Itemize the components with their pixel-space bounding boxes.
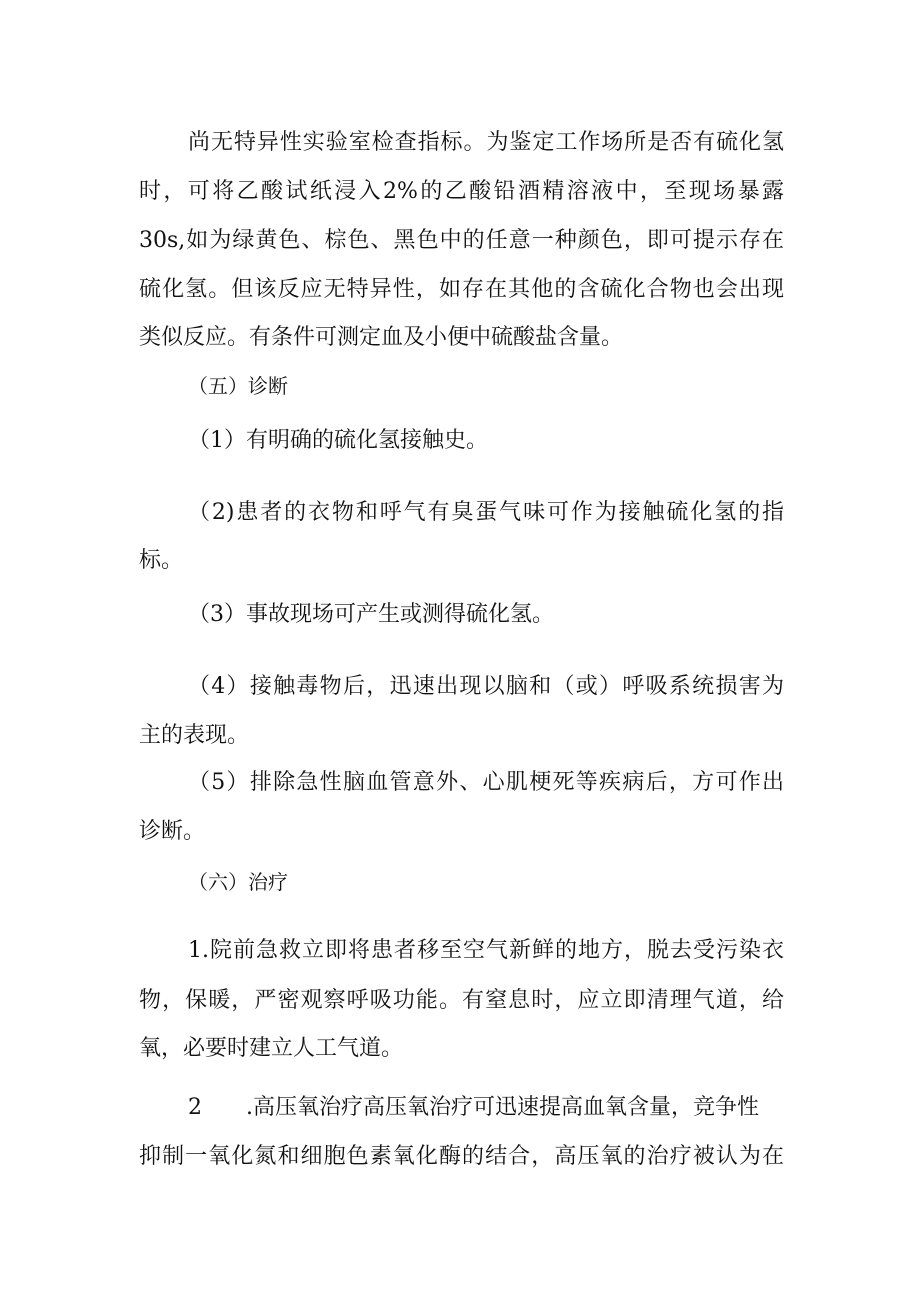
section-heading-treatment: （六）治疗: [188, 870, 288, 894]
section-heading-diagnosis: （五）诊断: [188, 374, 288, 398]
list-item: （2)患者的衣物和呼气有臭蛋气味可作为接触硫化氢的指: [188, 500, 784, 525]
paragraph-line: 30s,如为绿黄色、棕色、黑色中的任意一种颜色，即可提示存在: [139, 228, 784, 253]
list-item: （4）接触毒物后，迅速出现以脑和（或）呼吸系统损害为: [188, 674, 784, 699]
paragraph-line: 时，可将乙酸试纸浸入2%的乙酸铅酒精溶液中，至现场暴露: [139, 179, 784, 204]
list-item: [188, 1092, 784, 1124]
list-item-continuation: 抑制一氧化氮和细胞色素氧化酶的结合，高压氧的治疗被认为在: [139, 1144, 784, 1169]
list-item: （5）排除急性脑血管意外、心肌梗死等疾病后，方可作出: [188, 770, 784, 795]
list-item-text: .高压氧治疗高压氧治疗可迅速提高血氧含量，竞争性: [246, 1095, 759, 1120]
list-item-number: 2: [188, 1095, 202, 1120]
list-item-continuation: 氧，必要时建立人工气道。: [139, 1036, 404, 1061]
list-item-continuation: 物，保暖，严密观察呼吸功能。有窒息时，应立即清理气道，给: [139, 988, 784, 1013]
list-item: （3）事故现场可产生或测得硫化氢。: [188, 602, 554, 627]
paragraph-line: 硫化氢。但该反应无特异性，如存在其他的含硫化合物也会出现: [139, 277, 784, 302]
list-item: 1.院前急救立即将患者移至空气新鲜的地方，脱去受污染衣: [188, 938, 784, 963]
paragraph-line: 尚无特异性实验室检查指标。为鉴定工作场所是否有硫化氢: [188, 130, 784, 155]
list-item-continuation: 标。: [139, 548, 184, 573]
list-item: （1）有明确的硫化氢接触史。: [188, 428, 488, 453]
list-item-continuation: 主的表现。: [139, 723, 250, 748]
paragraph-line: 类似反应。有条件可测定血及小便中硫酸盐含量。: [139, 325, 624, 350]
list-item-continuation: 诊断。: [139, 819, 206, 844]
